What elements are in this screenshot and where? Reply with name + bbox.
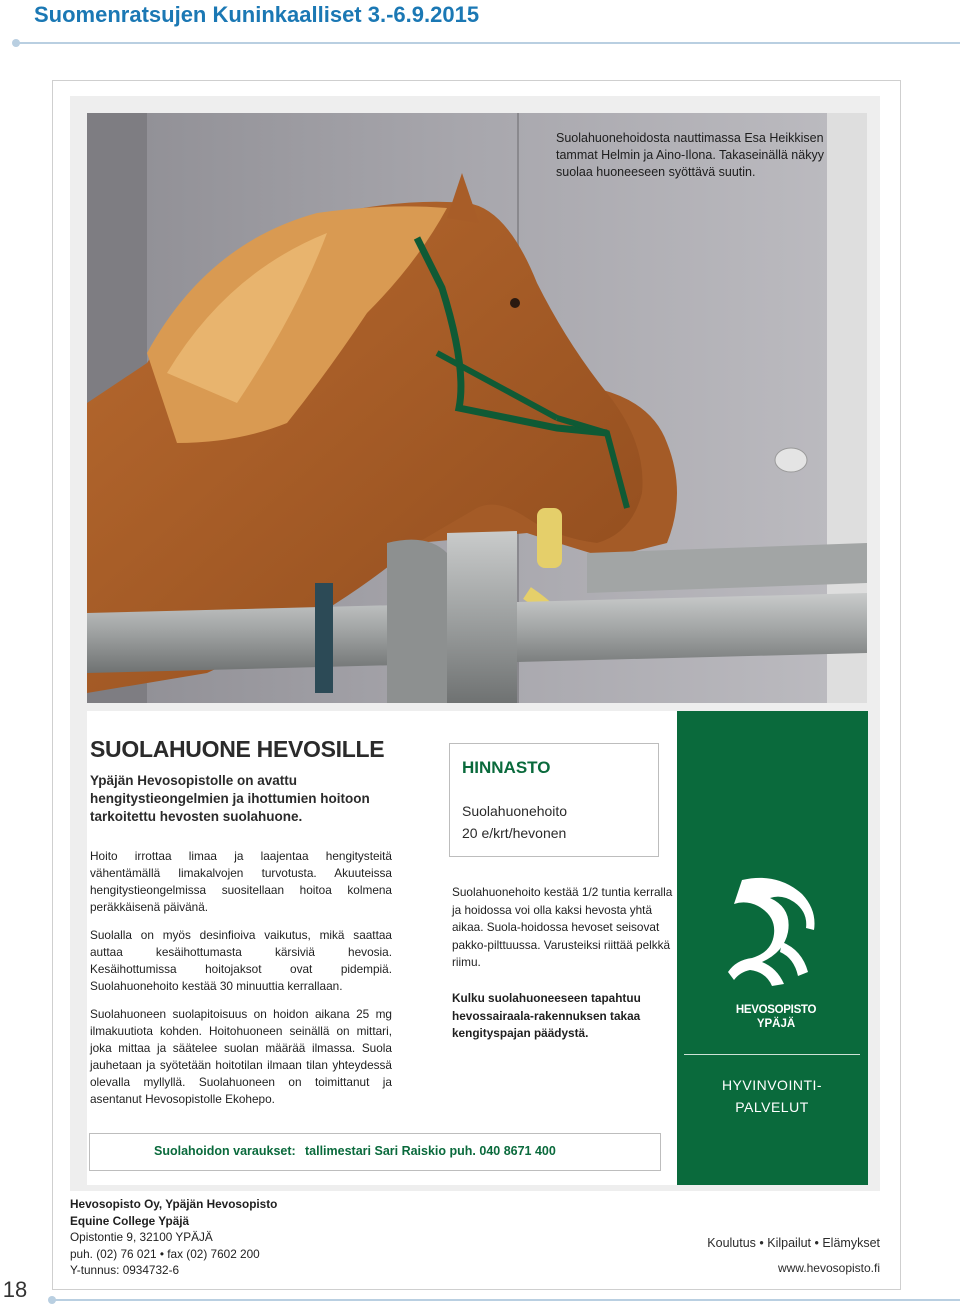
article-title: SUOLAHUONE HEVOSILLE [90,736,385,762]
brand-place: YPÄJÄ [756,1018,796,1030]
pricing-price: 20 e/krt/hevonen [462,825,567,841]
footer-address: Opistontie 9, 32100 YPÄJÄ [70,1230,213,1244]
brand-name: HEVOSOPISTO [735,1004,817,1016]
article-paragraph-1: Hoito irrottaa limaa ja laajentaa hengitysteitä vähentämällä limakalvojen turvotusta. Akuuteissa hengitystieongelmissa suositellaan hoitoa kolmena peräkkäisenä päivänä. [90,849,392,914]
footer-org-name: Hevosopisto Oy, Ypäjän Hevosopisto [70,1197,278,1211]
article-paragraph-2: Suolalla on myös desinfioiva vaikutus, mikä saattaa auttaa kesäihottumasta kärsiviä hevosia. Kesäihottumissa hoitojaksot ovat pidempiä. Suolahuonehoito kestää 30 minuuttia kerrallaan. [90,928,392,993]
footer-website-link[interactable]: www.hevosopisto.fi [777,1261,880,1275]
footer-phone: puh. (02) 76 021 • fax (02) 7602 200 [70,1246,260,1261]
footer-rule [54,1299,960,1301]
header-rule-dot [12,39,20,47]
brand-service-line-1: HYVINVOINTI- [721,1077,823,1093]
booking-label: Suolahoidon varaukset: [154,1144,296,1158]
horse-logo-icon [722,872,832,992]
page-header-title: Suomenratsujen Kuninkaalliset 3.-6.9.2015 [34,2,480,27]
booking-contact: tallimestari Sari Raiskio puh. 040 8671 400 [305,1144,556,1158]
pricing-heading: HINNASTO [462,758,551,777]
footer-tagline: Koulutus • Kilpailut • Elämykset [707,1236,880,1250]
footer-ytunnus: Y-tunnus: 0934732-6 [70,1263,180,1277]
footer-rule-dot [48,1296,56,1304]
treatment-info: Suolahuonehoito kestää 1/2 tuntia kerralla ja hoidossa voi olla kaksi hevosta yhtä aikaa. Suola-hoidossa hevoset seisovat pakko-pilttuussa. Varusteiksi riittää pelkkä riimu. [452,885,673,969]
pricing-item: Suolahuonehoito [462,803,568,819]
footer-contact [70,1196,370,1279]
photo-caption: Suolahuonehoidosta nauttimassa Esa Heikkisen tammat Helmin ja Aino-Ilona. Takaseinällä näkyy suolaa huoneeseen syöttävä suutin. [556,131,824,179]
horse-photo [87,113,867,703]
route-info: Kulku suolahuoneeseen tapahtuu hevossairaala-rakennuksen takaa kengityspajan päädystä. [452,991,641,1040]
article-body [90,848,392,1119]
footer-org-name-en: Equine College Ypäjä [70,1213,190,1228]
page-number: 18 [2,1277,28,1302]
header-rule [18,42,960,44]
brand-divider [684,1054,860,1055]
article-paragraph-3: Suolahuoneen suolapitoisuus on hoidon aikana 25 mg ilmakuutiota kohden. Hoitohuoneen seinällä on mittari, joka mittaa ja säätelee suolan määrää ilmassa. Suola jauhetaan ja syötetään hoitotilan ilmaan tilan yhteydessä olevalla myllyllä. Suolahuoneen on toimittanut ja asentanut Hevosopistolle Ekohepo. [90,1007,392,1106]
brand-service-line-2: PALVELUT [735,1099,809,1115]
article-lead: Ypäjän Hevosopistolle on avattu hengitystieongelmien ja ihottumien hoitoon tarkoitettu hevosten suolahuone. [90,773,370,824]
